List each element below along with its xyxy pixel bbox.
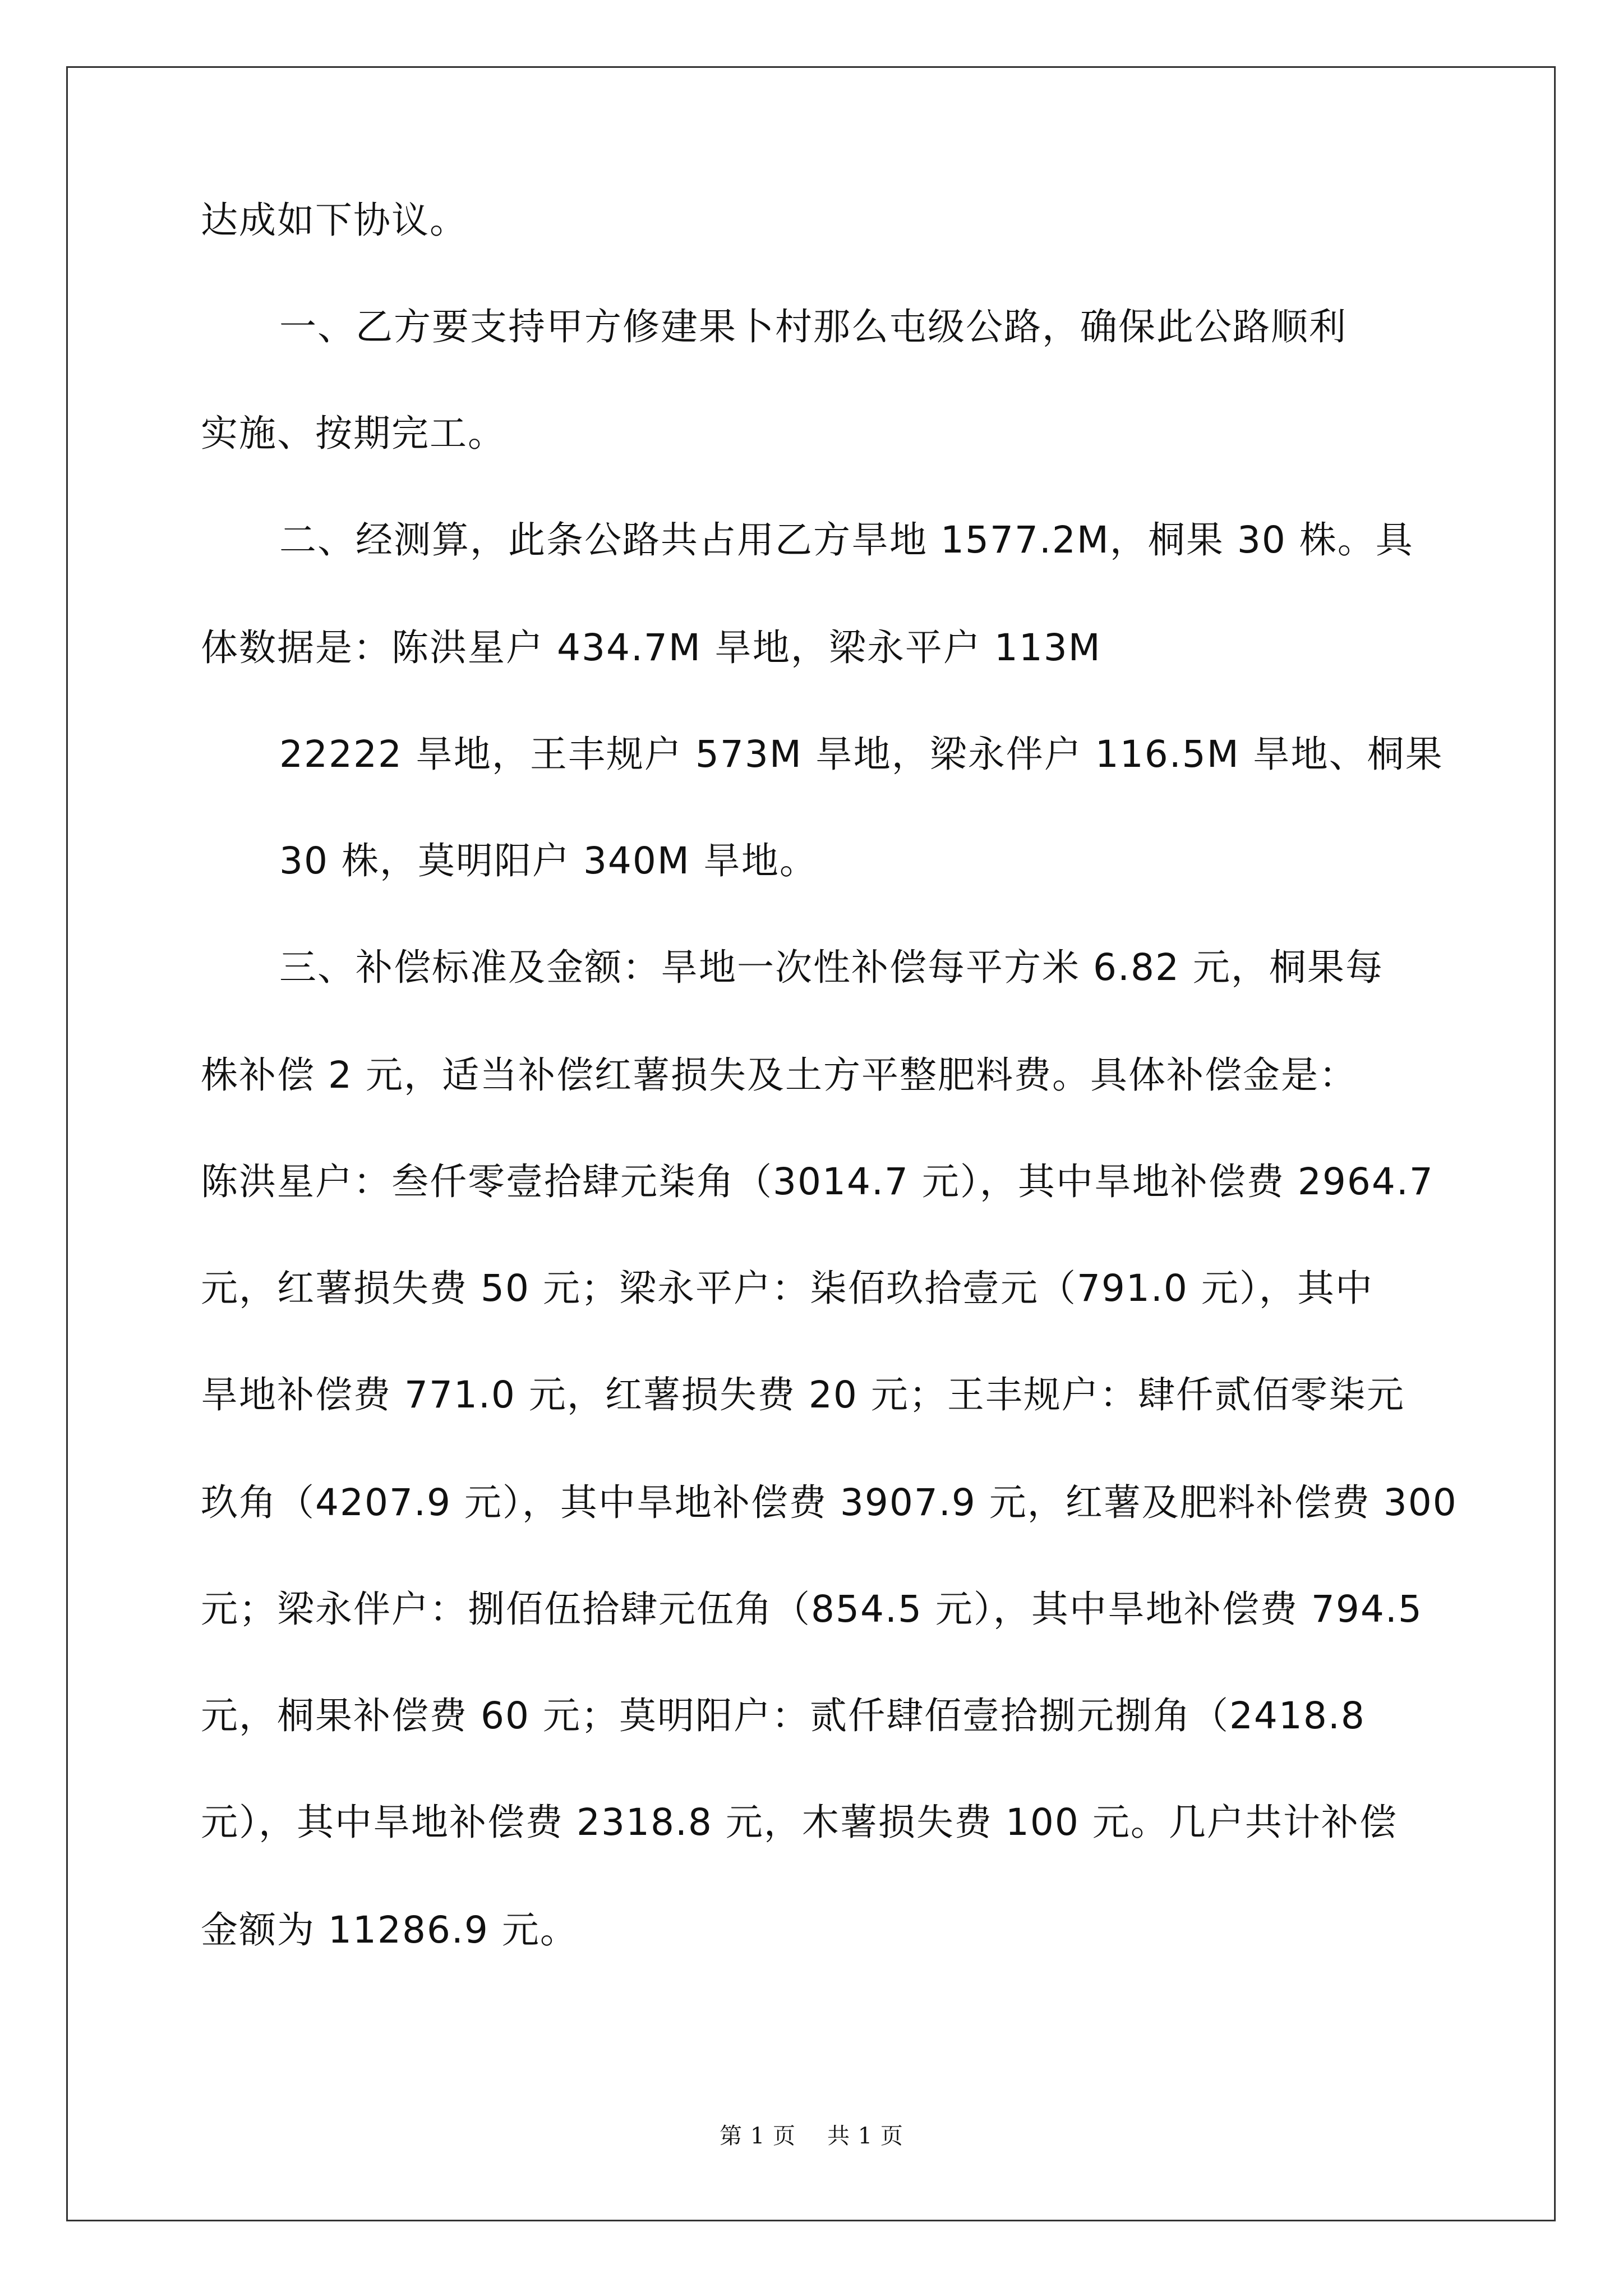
page-footer — [0, 2125, 1623, 2147]
text-line: 达成如下协议。 — [201, 199, 468, 242]
text-line: 元），其中旱地补偿费 2318.8 元，木薯损失费 100 元。几户共计补偿 — [201, 1801, 1398, 1844]
text-line: 旱地补偿费 771.0 元，红薯损失费 20 元；王丰规户：肆仟贰佰零柒元 — [201, 1373, 1405, 1416]
text-line: 30 株，莫明阳户 340M 旱地。 — [279, 839, 818, 882]
page-number: 第 1 页 — [720, 2123, 796, 2149]
text-line: 株补偿 2 元，适当补偿红薯损失及土方平整肥料费。具体补偿金是： — [201, 1053, 1357, 1097]
text-line: 一、乙方要支持甲方修建果卜村那么屯级公路，确保此公路顺利 — [279, 305, 1347, 348]
text-line: 玖角（4207.9 元），其中旱地补偿费 3907.9 元，红薯及肥料补偿费 300 — [201, 1481, 1458, 1524]
text-line: 金额为 11286.9 元。 — [201, 1908, 578, 1952]
text-line: 实施、按期完工。 — [201, 412, 506, 455]
page-total: 共 1 页 — [827, 2123, 903, 2149]
text-line: 二、经测算，此条公路共占用乙方旱地 1577.2M，桐果 30 株。具 — [279, 518, 1414, 562]
text-line: 陈洪星户：叁仟零壹拾肆元柒角（3014.7 元），其中旱地补偿费 2964.7 — [201, 1160, 1434, 1203]
text-line: 元；梁永伴户：捌佰伍拾肆元伍角（854.5 元），其中旱地补偿费 794.5 — [201, 1588, 1423, 1631]
text-line: 元，桐果补偿费 60 元；莫明阳户：贰仟肆佰壹拾捌元捌角（2418.8 — [201, 1694, 1366, 1737]
page-border — [66, 66, 1556, 2221]
text-line: 元，红薯损失费 50 元；梁永平户：柒佰玖拾壹元（791.0 元），其中 — [201, 1267, 1373, 1310]
text-line: 体数据是：陈洪星户 434.7M 旱地，梁永平户 113M — [201, 626, 1101, 669]
text-line: 三、补偿标准及金额：旱地一次性补偿每平方米 6.82 元，桐果每 — [279, 946, 1384, 989]
text-line: 22222 旱地，王丰规户 573M 旱地，梁永伴户 116.5M 旱地、桐果 — [279, 733, 1444, 776]
